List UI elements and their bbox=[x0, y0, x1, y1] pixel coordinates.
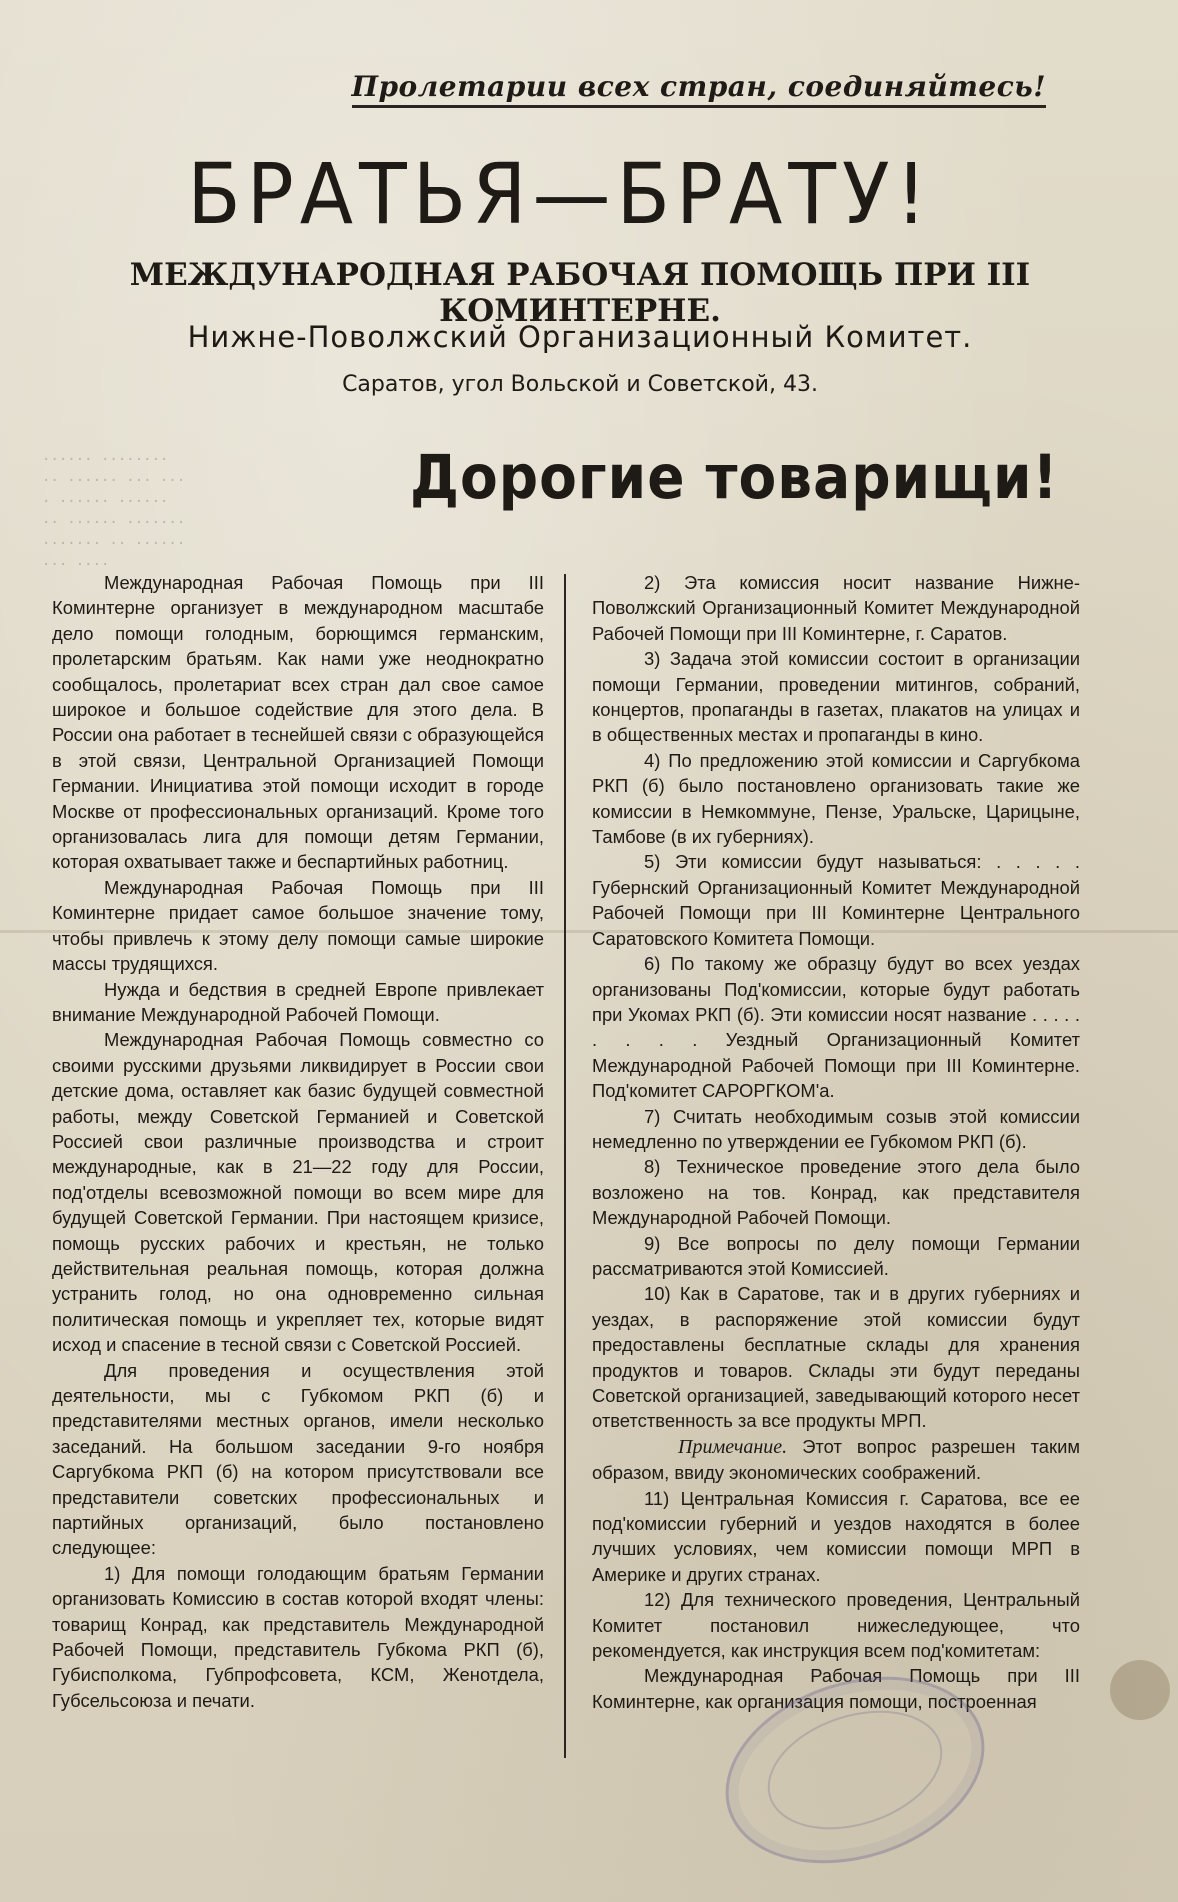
paragraph: 10) Как в Саратове, так и в других губерниях и уездах, в распоряжение этой комиссии будут предоставлены бесплатные склады для хранения продуктов и товаров. Склады эти будут переданы Советской организацией, заведывающий которого несет ответственность за все продукты МРП. bbox=[592, 1283, 1080, 1432]
paragraph: Международная Рабочая Помощь совместно со своими русскими друзьями ликвидирует в России свои детские дома, оставляет как базис будущей совместной работы, между Советской Германией и Советской Россией свои различные производства и строит международные, как в 21—22 году для России, под'отделы всевозможной помощи во всем мире для будущей Советской Германии. При настоящем кризисе, помощь русских рабочих и крестьян, не только действительная реальная помощь, которая должна устранить голод, но она одновременно сильная политическая помощь и укрепляет тех, которые видят исход и спасение в тесной связи с Советской Россией. bbox=[52, 1029, 544, 1356]
paragraph: 11) Центральная Комиссия г. Саратова, все ее под'комиссии губерний и уездов находятся в более лучших условиях, чем комиссии помощи МРП в Америке и других странах. bbox=[592, 1487, 1080, 1585]
paragraph: Международная Рабочая Помощь при III Коминтерне, как организация помощи, построенная bbox=[592, 1665, 1080, 1712]
paragraph: 4) По предложению этой комиссии и Саргубкома РКП (б) было постановлено организовать такие же комиссии в Немкоммуне, Пензе, Уральске, Царицыне, Тамбове (в их губерниях). bbox=[592, 749, 1080, 848]
paragraph: Международная Рабочая Помощь при III Коминтерне придает самое большое значение тому, чтобы привлечь к этому делу помощи самые широкие массы трудящихся. bbox=[52, 876, 544, 975]
paragraph: 9) Все вопросы по делу помощи Германии рассматриваются этой Комиссией. bbox=[592, 1232, 1080, 1279]
left-column bbox=[52, 570, 544, 1713]
note-paragraph bbox=[592, 1434, 1080, 1486]
greeting: Дорогие товарищи! bbox=[410, 441, 1059, 513]
address: Саратов, угол Вольской и Советской, 43. bbox=[342, 372, 818, 397]
paragraph: 3) Задача этой комиссии состоит в организации помощи Германии, проведении митингов, собраний, концертов, пропаганды в газетах, плакатов на улицах и в общественных местах и пропаганды в кино. bbox=[592, 648, 1080, 746]
show-through-text: ······ ········ ·· ······ ··· ··· · ······ ······ ·· ······ ······· ······· ·· ······ ··· ···· bbox=[42, 452, 186, 573]
paragraph: 7) Считать необходимым созыв этой комиссии немедленно по утверждении ее Губкомом РКП (б). bbox=[592, 1105, 1080, 1152]
paragraph: 2) Эта комиссия носит название Нижне-Поволжский Организационный Комитет Международной Рабочей Помощи при III Коминтерне, г. Саратов. bbox=[592, 572, 1080, 644]
paragraph: Для проведения и осуществления этой деятельности, мы с Губкомом РКП (б) и представителями местных органов, имели несколько заседаний. На большом заседании 9-го ноября Саргубкома РКП (б) на котором присутствовали все представители советских профессиональных и партийных организаций, было постановлено следующее: bbox=[52, 1359, 544, 1559]
paragraph: 12) Для технического проведения, Центральный Комитет постановил нижеследующее, что рекомендуется, как инструкция всем под'комитетам: bbox=[592, 1589, 1080, 1662]
note-text: Этот вопрос разрешен таким образом, ввиду экономических соображений. bbox=[592, 1435, 1080, 1484]
stain bbox=[1110, 1660, 1170, 1720]
paragraph: Нужда и бедствия в средней Европе привлекает внимание Международной Рабочей Помощи. bbox=[52, 978, 544, 1025]
committee-title: Нижне-Поволжский Организационный Комитет. bbox=[187, 320, 973, 354]
headline: БРАТЬЯ—БРАТУ! bbox=[187, 146, 933, 244]
paragraph: Международная Рабочая Помощь при III Коминтерне организует в международном масштабе дело помощи голодным, борющимся германским, пролетарским братьям. Как нами уже неоднократно сообщалось, пролетариат всех стран дал свое самое широкое и большое содействие для этого дела. В России она работает в теснейшей связи с образующейся в этой связи, Центральной Организацией Помощи Германии. Инициатива этой помощи исходит в городе Москве от профессиональных организаций. Кроме того организовалась лига для помощи детям Германии, которая охватывает также и беспартийных работниц. bbox=[52, 572, 544, 873]
note-label: Примечание. bbox=[678, 1435, 788, 1458]
paragraph: 8) Техническое проведение этого дела было возложено на тов. Конрад, как представителя Международной Рабочей Помощи. bbox=[592, 1156, 1080, 1229]
ink-stamp-inner bbox=[752, 1690, 957, 1850]
column-divider bbox=[564, 574, 566, 1758]
right-column bbox=[592, 570, 1080, 1714]
slogan: Пролетарии всех стран, соединяйтесь! bbox=[352, 70, 1047, 108]
paragraph: 6) По такому же образцу будут во всех уездах организованы Под'комиссии, которые будут работать при Укомах РКП (б). Эти комиссии носят название . . . . . . . . . Уездный Организационный Комитет Международной Рабочей Помощи при III Коминтерне. Под'комитет САРОРГКОМ'а. bbox=[592, 953, 1080, 1102]
paragraph: 1) Для помощи голодающим братьям Германии организовать Комиссию в состав которой входят члены: товарищ Конрад, как представитель Международной Рабочей Помощи, представитель Губкома РКП (б), Губисполкома, Губпрофсовета, КСМ, Женотдела, Губсельсоюза и печати. bbox=[52, 1562, 544, 1711]
organization-title: МЕЖДУНАРОДНАЯ РАБОЧАЯ ПОМОЩЬ ПРИ III КОМИНТЕРНЕ. bbox=[129, 257, 1031, 329]
paragraph: 5) Эти комиссии будут называться: . . . . . Губернский Организационный Комитет Международной Рабочей Помощи при III Коминтерне Центрального Саратовского Комитета Помощи. bbox=[592, 851, 1080, 949]
